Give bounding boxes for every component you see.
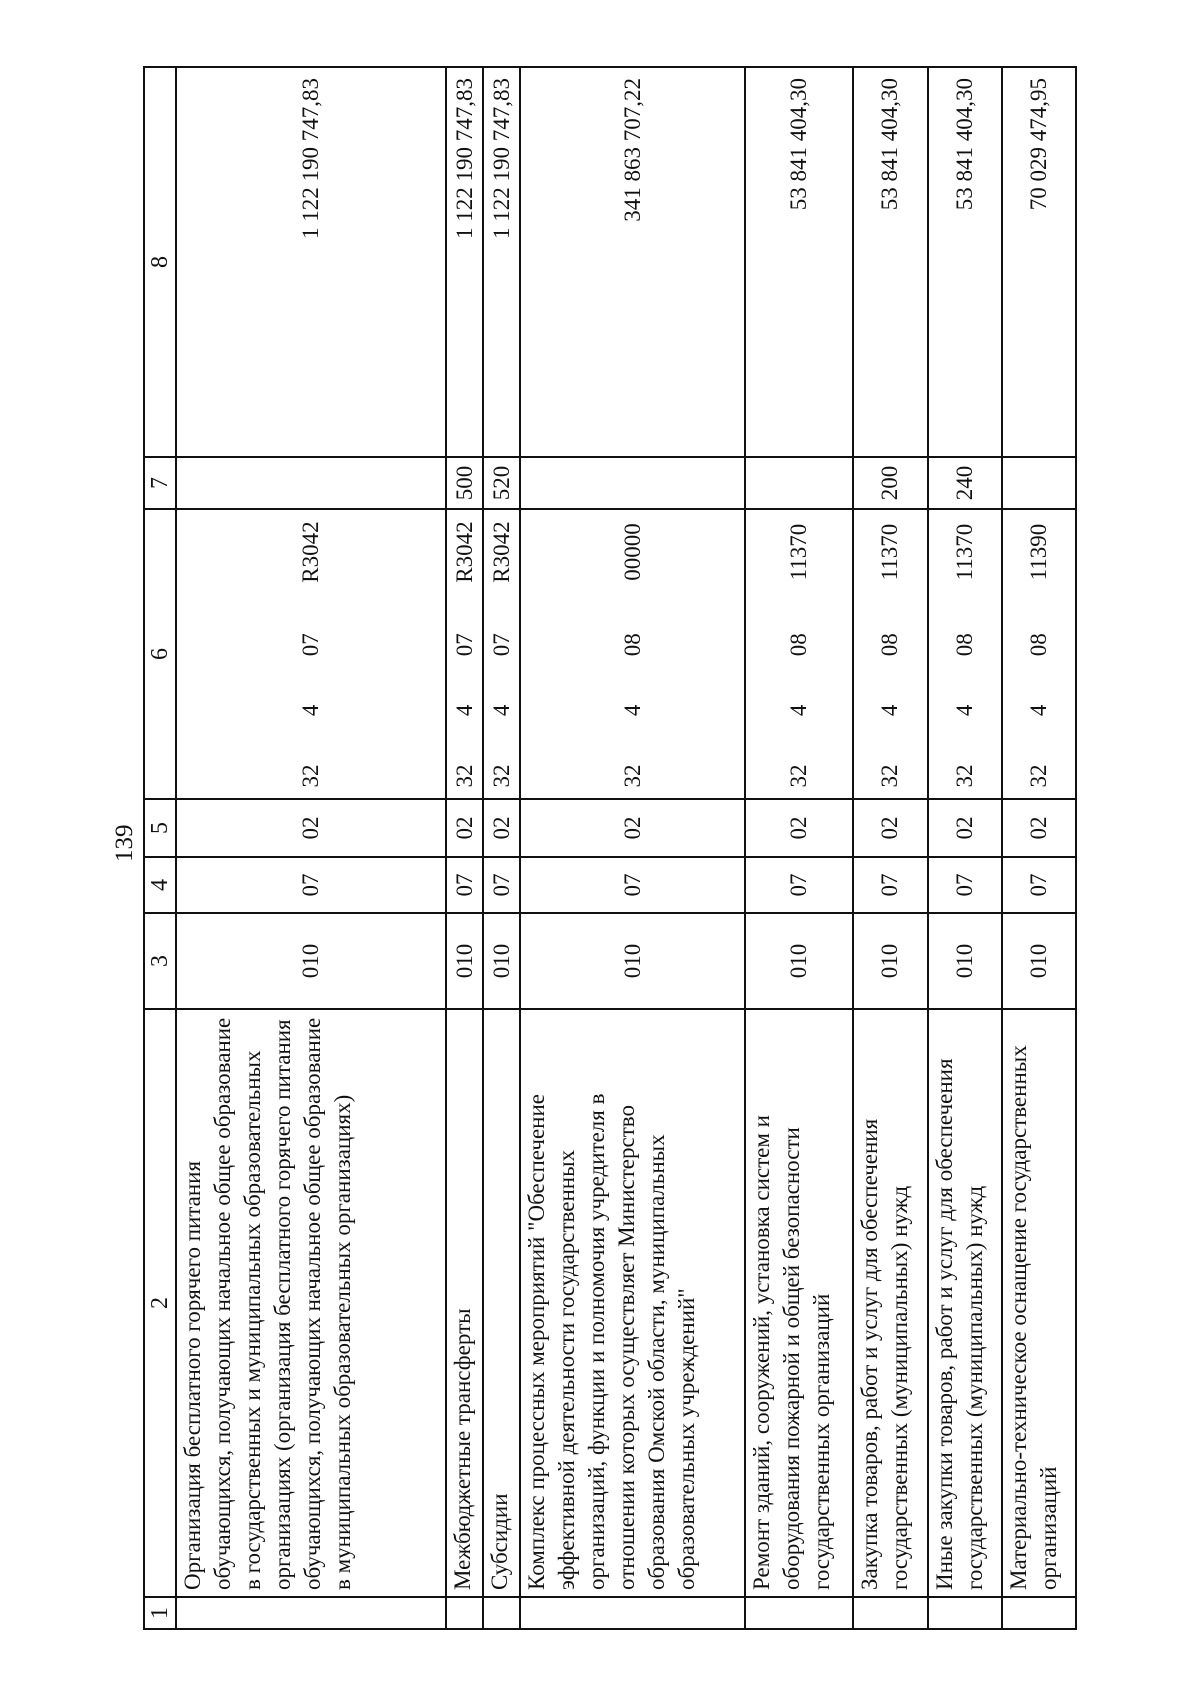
section-code-cell: 07	[745, 857, 853, 913]
budget-table	[143, 66, 1077, 1630]
section-code-cell: 07	[176, 857, 446, 913]
program-code: 32	[619, 764, 645, 788]
section-code-cell: 07	[1002, 857, 1076, 913]
program-type-code: 4	[1025, 704, 1051, 717]
target-article-code	[296, 514, 326, 794]
target-article-code	[950, 514, 980, 794]
amount-cell: 53 841 404,30	[745, 67, 853, 457]
page-number: 139	[111, 824, 138, 862]
table-row	[853, 67, 927, 1629]
section-code-cell: 07	[446, 857, 483, 913]
table-row	[176, 67, 446, 1629]
amount-cell: 1 122 190 747,83	[483, 67, 520, 457]
target-article-cell	[520, 509, 745, 799]
amount-cell: 53 841 404,30	[928, 67, 1002, 457]
amount-cell: 341 863 707,22	[520, 67, 745, 457]
direction-code: 00000	[619, 523, 645, 581]
program-code: 32	[1025, 764, 1051, 788]
structure-element-code: 08	[619, 633, 645, 657]
table-row	[745, 67, 853, 1629]
header-cell: 1	[144, 1597, 176, 1629]
chapter-code-cell: 010	[853, 913, 927, 1009]
header-cell: 8	[144, 67, 176, 457]
chapter-code-cell: 010	[928, 913, 1002, 1009]
chapter-code-cell: 010	[1002, 913, 1076, 1009]
header-cell: 3	[144, 913, 176, 1009]
header-cell: 2	[144, 1009, 176, 1597]
target-article-cell	[483, 509, 520, 799]
subsection-code-cell: 02	[928, 799, 1002, 857]
expense-type-cell	[176, 457, 446, 509]
structure-element-code: 07	[488, 633, 514, 657]
expense-type-cell	[520, 457, 745, 509]
section-code-cell: 07	[853, 857, 927, 913]
direction-code: 11390	[1025, 523, 1051, 581]
row-number-cell	[446, 1597, 483, 1629]
structure-element-code: 08	[786, 633, 812, 657]
section-code-cell: 07	[483, 857, 520, 913]
program-code: 32	[786, 764, 812, 788]
program-type-code: 4	[298, 704, 323, 717]
amount-cell: 53 841 404,30	[853, 67, 927, 457]
section-code-cell: 07	[520, 857, 745, 913]
chapter-code-cell: 010	[446, 913, 483, 1009]
structure-element-code: 08	[877, 633, 903, 657]
target-article-code	[618, 514, 648, 794]
row-number-cell	[928, 1597, 1002, 1629]
amount-cell: 70 029 474,95	[1002, 67, 1076, 457]
program-code: 32	[451, 764, 477, 788]
header-cell: 6	[144, 509, 176, 799]
row-number-cell	[176, 1597, 446, 1629]
row-name-cell: Субсидии	[483, 1009, 520, 1597]
row-number-cell	[745, 1597, 853, 1629]
expense-type-cell	[1002, 457, 1076, 509]
header-cell: 7	[144, 457, 176, 509]
structure-element-code: 08	[1025, 633, 1051, 657]
subsection-code-cell: 02	[520, 799, 745, 857]
direction-code: R3042	[298, 521, 323, 583]
direction-code: R3042	[488, 521, 514, 583]
section-code-cell: 07	[928, 857, 1002, 913]
subsection-code-cell: 02	[483, 799, 520, 857]
row-number-cell	[853, 1597, 927, 1629]
row-number-cell	[483, 1597, 520, 1629]
target-article-cell	[928, 509, 1002, 799]
target-article-cell	[853, 509, 927, 799]
chapter-code-cell: 010	[520, 913, 745, 1009]
program-code: 32	[951, 764, 977, 788]
structure-element-code: 08	[951, 633, 977, 657]
program-type-code: 4	[951, 704, 977, 717]
chapter-code-cell: 010	[176, 913, 446, 1009]
expense-type-cell: 200	[853, 457, 927, 509]
expense-type-cell: 500	[446, 457, 483, 509]
subsection-code-cell: 02	[1002, 799, 1076, 857]
structure-element-code: 07	[298, 633, 323, 657]
program-type-code: 4	[877, 704, 903, 717]
direction-code: 11370	[786, 523, 812, 581]
amount-cell: 1 122 190 747,83	[446, 67, 483, 457]
program-code: 32	[488, 764, 514, 788]
row-name-cell: Комплекс процессных мероприятий "Обеспечение эффективной деятельности государственных организаций, функции и полномочия учредителя в отношении которых осуществляет Министерство образования Омской области, муниципальных образовательных учреждений"	[520, 1009, 745, 1597]
target-article-code	[875, 514, 905, 794]
row-number-cell	[520, 1597, 745, 1629]
row-name-cell: Межбюджетные трансферты	[446, 1009, 483, 1597]
target-article-code	[784, 514, 814, 794]
target-article-cell	[446, 509, 483, 799]
chapter-code-cell: 010	[483, 913, 520, 1009]
amount-cell: 1 122 190 747,83	[176, 67, 446, 457]
table-row	[483, 67, 520, 1629]
table-row	[446, 67, 483, 1629]
header-cell: 4	[144, 857, 176, 913]
subsection-code-cell: 02	[176, 799, 446, 857]
expense-type-cell	[745, 457, 853, 509]
chapter-code-cell: 010	[745, 913, 853, 1009]
subsection-code-cell: 02	[745, 799, 853, 857]
table-row	[928, 67, 1002, 1629]
subsection-code-cell: 02	[853, 799, 927, 857]
row-name-cell: Закупка товаров, работ и услуг для обеспечения государственных (муниципальных) нужд	[853, 1009, 927, 1597]
row-name-cell: Организация бесплатного горячего питания обучающихся, получающих начальное общее образование в государственных и муниципальных образовательных организациях (организация бесплатного горячего питания обучающихся, получающих начальное общее образование в муниципальных образовательных организациях)	[176, 1009, 446, 1597]
table-row	[520, 67, 745, 1629]
target-article-code	[450, 514, 480, 794]
header-cell: 5	[144, 799, 176, 857]
row-name-cell: Иные закупки товаров, работ и услуг для обеспечения государственных (муниципальных) нужд	[928, 1009, 1002, 1597]
header-row	[144, 67, 176, 1629]
target-article-cell	[1002, 509, 1076, 799]
target-article-code	[487, 514, 517, 794]
program-code: 32	[298, 764, 323, 788]
program-type-code: 4	[619, 704, 645, 717]
expense-type-cell: 240	[928, 457, 1002, 509]
program-code: 32	[877, 764, 903, 788]
row-name-cell: Ремонт зданий, сооружений, установка систем и оборудования пожарной и общей безопасности государственных организаций	[745, 1009, 853, 1597]
row-number-cell	[1002, 1597, 1076, 1629]
row-name-cell: Материально-техническое оснащение государственных организаций	[1002, 1009, 1076, 1597]
target-article-cell	[745, 509, 853, 799]
table-row	[1002, 67, 1076, 1629]
program-type-code: 4	[488, 704, 514, 717]
subsection-code-cell: 02	[446, 799, 483, 857]
program-type-code: 4	[451, 704, 477, 717]
program-type-code: 4	[786, 704, 812, 717]
structure-element-code: 07	[451, 633, 477, 657]
budget-table-rotated	[143, 68, 1077, 1630]
expense-type-cell: 520	[483, 457, 520, 509]
direction-code: 11370	[951, 523, 977, 581]
direction-code: 11370	[877, 523, 903, 581]
direction-code: R3042	[451, 521, 477, 583]
target-article-code	[1024, 514, 1054, 794]
target-article-cell	[176, 509, 446, 799]
